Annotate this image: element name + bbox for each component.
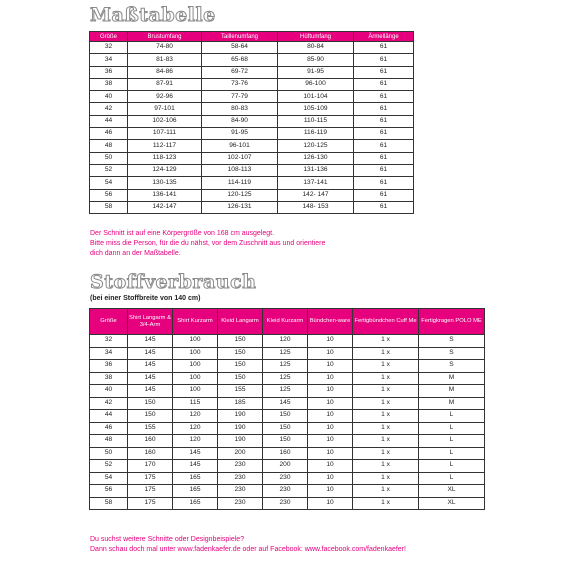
table-cell: 230 (218, 485, 263, 498)
table-cell: L (419, 435, 485, 448)
table-cell: 125 (263, 360, 308, 373)
table-cell: 126-131 (202, 201, 278, 213)
table-cell: 120-125 (202, 189, 278, 201)
table-cell: L (419, 472, 485, 485)
table-cell: 200 (263, 460, 308, 473)
note-line: Der Schnitt ist auf eine Körpergröße von 168 cm ausgelegt. (90, 230, 275, 237)
table-cell: 10 (308, 397, 353, 410)
column-header: Hüftumfang (278, 32, 354, 42)
table-row (90, 201, 414, 213)
table-row (90, 66, 414, 78)
table-row (90, 385, 485, 398)
table-cell: 105-109 (278, 103, 354, 115)
table-cell: 1 x (353, 347, 419, 360)
footer-line: Dann schau doch mal unter www.fadenkaefer.de oder auf Facebook: www.facebook.com/fadenkaefer! (90, 546, 406, 553)
table-row (90, 78, 414, 90)
table-cell: 61 (354, 164, 414, 176)
table-cell: 38 (90, 372, 128, 385)
table-cell: 46 (90, 128, 128, 140)
table-cell: 61 (354, 54, 414, 66)
table-row (90, 497, 485, 510)
column-header: Größe (90, 309, 128, 335)
table-cell: 61 (354, 140, 414, 152)
table-cell: S (419, 335, 485, 348)
table-cell: 44 (90, 115, 128, 127)
table-cell: 10 (308, 422, 353, 435)
table-cell: 61 (354, 128, 414, 140)
table-cell: S (419, 360, 485, 373)
table-cell: 120 (263, 335, 308, 348)
table-cell: 125 (263, 385, 308, 398)
table-cell: 52 (90, 164, 128, 176)
table-cell: 126-130 (278, 152, 354, 164)
size-chart-table (89, 31, 414, 214)
fabric-usage-subtitle: (bei einer Stoffbreite von 140 cm) (90, 295, 201, 302)
column-header: Shirt Langarm & 3/4-Arm (128, 309, 173, 335)
table-cell: 120 (173, 422, 218, 435)
table-cell: 10 (308, 497, 353, 510)
table-cell: 40 (90, 385, 128, 398)
table-cell: 91-95 (202, 128, 278, 140)
table-cell: 1 x (353, 360, 419, 373)
table-cell: 73-76 (202, 78, 278, 90)
table-row (90, 42, 414, 54)
table-cell: 102-107 (202, 152, 278, 164)
table-cell: 96-100 (278, 78, 354, 90)
table-row (90, 372, 485, 385)
table-cell: 120 (173, 435, 218, 448)
table-row (90, 140, 414, 152)
table-cell: 44 (90, 410, 128, 423)
table-row (90, 347, 485, 360)
table-cell: 175 (128, 497, 173, 510)
table-cell: 97-101 (128, 103, 202, 115)
table-cell: 1 x (353, 435, 419, 448)
table-cell: 145 (263, 397, 308, 410)
table-cell: 1 x (353, 410, 419, 423)
table-cell: 40 (90, 91, 128, 103)
table-cell: 54 (90, 177, 128, 189)
table-cell: 110-115 (278, 115, 354, 127)
table-cell: 10 (308, 372, 353, 385)
table-cell: 145 (128, 347, 173, 360)
table-cell: 50 (90, 447, 128, 460)
table-cell: 48 (90, 435, 128, 448)
table-row (90, 485, 485, 498)
table-cell: 1 x (353, 385, 419, 398)
table-cell: 10 (308, 472, 353, 485)
table-header-row (90, 309, 485, 335)
column-header: Ärmellänge (354, 32, 414, 42)
table-cell: 118-123 (128, 152, 202, 164)
table-cell: 96-101 (202, 140, 278, 152)
size-chart-title: Maßtabelle (90, 4, 216, 26)
table-cell: 230 (218, 472, 263, 485)
table-cell: 120-125 (278, 140, 354, 152)
table-cell: 150 (263, 410, 308, 423)
table-cell: 230 (218, 497, 263, 510)
table-cell: 36 (90, 360, 128, 373)
column-header: Kleid Langarm (218, 309, 263, 335)
fabric-usage-title: Stoffverbrauch (90, 271, 257, 293)
table-cell: 61 (354, 152, 414, 164)
table-cell: 190 (218, 410, 263, 423)
table-cell: 145 (173, 447, 218, 460)
table-cell: 150 (263, 422, 308, 435)
table-cell: 175 (128, 485, 173, 498)
table-row (90, 447, 485, 460)
table-cell: 100 (173, 335, 218, 348)
table-cell: 125 (263, 372, 308, 385)
note-line: Bitte miss die Person, für die du nähst, vor dem Zuschnitt aus und orientiere (90, 240, 326, 247)
column-header: Größe (90, 32, 128, 42)
table-cell: 84-86 (128, 66, 202, 78)
table-cell: 175 (128, 472, 173, 485)
table-row (90, 422, 485, 435)
table-cell: 56 (90, 189, 128, 201)
table-cell: 100 (173, 372, 218, 385)
table-cell: 10 (308, 335, 353, 348)
table-cell: M (419, 372, 485, 385)
table-cell: 150 (218, 372, 263, 385)
table-cell: 150 (218, 360, 263, 373)
table-row (90, 91, 414, 103)
table-row (90, 360, 485, 373)
column-header: Bündchen-ware (308, 309, 353, 335)
table-cell: 61 (354, 201, 414, 213)
table-cell: 230 (263, 485, 308, 498)
table-cell: 124-129 (128, 164, 202, 176)
table-cell: 61 (354, 177, 414, 189)
table-cell: 92-96 (128, 91, 202, 103)
table-cell: 145 (128, 360, 173, 373)
table-cell: 101-104 (278, 91, 354, 103)
table-cell: 61 (354, 91, 414, 103)
table-cell: 84-90 (202, 115, 278, 127)
table-cell: 61 (354, 103, 414, 115)
table-cell: 145 (173, 460, 218, 473)
table-cell: L (419, 422, 485, 435)
table-cell: 48 (90, 140, 128, 152)
table-cell: 10 (308, 447, 353, 460)
table-cell: 160 (263, 447, 308, 460)
table-row (90, 460, 485, 473)
table-cell: 38 (90, 78, 128, 90)
table-cell: 150 (218, 335, 263, 348)
table-cell: 155 (218, 385, 263, 398)
note-line: dich dann an der Maßtabelle. (90, 250, 181, 257)
table-header-row (90, 32, 414, 42)
table-cell: 42 (90, 397, 128, 410)
table-cell: 136-141 (128, 189, 202, 201)
table-cell: 10 (308, 435, 353, 448)
table-row (90, 177, 414, 189)
table-cell: 1 x (353, 485, 419, 498)
table-cell: M (419, 397, 485, 410)
table-cell: 1 x (353, 460, 419, 473)
table-cell: 165 (173, 485, 218, 498)
table-cell: 116-119 (278, 128, 354, 140)
table-cell: S (419, 347, 485, 360)
table-cell: 125 (263, 347, 308, 360)
table-cell: 80-84 (278, 42, 354, 54)
table-cell: 1 x (353, 497, 419, 510)
table-row (90, 410, 485, 423)
table-cell: L (419, 447, 485, 460)
size-note (90, 229, 480, 259)
table-row (90, 435, 485, 448)
table-row (90, 128, 414, 140)
table-cell: 54 (90, 472, 128, 485)
table-cell: 74-80 (128, 42, 202, 54)
table-cell: 50 (90, 152, 128, 164)
table-cell: L (419, 460, 485, 473)
column-header: Kleid Kurzarm (263, 309, 308, 335)
table-cell: 1 x (353, 372, 419, 385)
table-cell: 150 (128, 397, 173, 410)
footer-line: Du suchst weitere Schnitte oder Designbeispiele? (90, 536, 245, 543)
table-cell: 10 (308, 347, 353, 360)
table-cell: XL (419, 497, 485, 510)
table-cell: 34 (90, 347, 128, 360)
table-cell: 36 (90, 66, 128, 78)
table-cell: 87-91 (128, 78, 202, 90)
table-cell: 108-113 (202, 164, 278, 176)
table-cell: 115 (173, 397, 218, 410)
table-cell: 142- 147 (278, 189, 354, 201)
table-cell: 137-141 (278, 177, 354, 189)
table-cell: 230 (263, 472, 308, 485)
table-cell: 142-147 (128, 201, 202, 213)
table-cell: 165 (173, 497, 218, 510)
table-cell: 34 (90, 54, 128, 66)
table-row (90, 335, 485, 348)
table-cell: 1 x (353, 335, 419, 348)
table-cell: M (419, 385, 485, 398)
table-cell: 91-95 (278, 66, 354, 78)
table-cell: 107-111 (128, 128, 202, 140)
table-cell: 10 (308, 460, 353, 473)
table-cell: 10 (308, 485, 353, 498)
table-cell: 65-68 (202, 54, 278, 66)
table-cell: 61 (354, 66, 414, 78)
table-row (90, 189, 414, 201)
table-cell: 1 x (353, 447, 419, 460)
table-cell: 81-83 (128, 54, 202, 66)
table-row (90, 103, 414, 115)
table-cell: 120 (173, 410, 218, 423)
table-cell: 150 (263, 435, 308, 448)
table-cell: 61 (354, 42, 414, 54)
table-row (90, 164, 414, 176)
table-cell: 58 (90, 201, 128, 213)
table-cell: 85-90 (278, 54, 354, 66)
table-cell: 61 (354, 189, 414, 201)
table-cell: XL (419, 485, 485, 498)
column-header: Fertigbündchen Cuff Me (353, 309, 419, 335)
footer-note (90, 535, 490, 555)
table-cell: 102-106 (128, 115, 202, 127)
table-cell: 1 x (353, 397, 419, 410)
table-cell: 58-64 (202, 42, 278, 54)
table-cell: 1 x (353, 422, 419, 435)
table-cell: 80-83 (202, 103, 278, 115)
table-row (90, 397, 485, 410)
table-cell: 160 (128, 447, 173, 460)
table-cell: 32 (90, 335, 128, 348)
table-row (90, 152, 414, 164)
table-cell: 145 (128, 335, 173, 348)
table-cell: 58 (90, 497, 128, 510)
table-cell: 170 (128, 460, 173, 473)
table-cell: 69-72 (202, 66, 278, 78)
table-row (90, 54, 414, 66)
fabric-usage-table (89, 308, 485, 510)
table-cell: 42 (90, 103, 128, 115)
table-cell: 46 (90, 422, 128, 435)
table-cell: 230 (218, 460, 263, 473)
table-cell: 230 (263, 497, 308, 510)
table-cell: 77-79 (202, 91, 278, 103)
table-cell: 100 (173, 360, 218, 373)
table-cell: 190 (218, 435, 263, 448)
table-cell: 155 (128, 422, 173, 435)
column-header: Fertigkragen POLO ME (419, 309, 485, 335)
column-header: Brustumfang (128, 32, 202, 42)
table-cell: 130-135 (128, 177, 202, 189)
column-header: Taillenumfang (202, 32, 278, 42)
table-cell: 150 (128, 410, 173, 423)
table-cell: 165 (173, 472, 218, 485)
table-cell: 131-136 (278, 164, 354, 176)
table-cell: 1 x (353, 472, 419, 485)
table-cell: 160 (128, 435, 173, 448)
table-cell: 100 (173, 385, 218, 398)
table-row (90, 472, 485, 485)
table-cell: 112-117 (128, 140, 202, 152)
table-cell: 52 (90, 460, 128, 473)
table-row (90, 115, 414, 127)
table-cell: 114-119 (202, 177, 278, 189)
table-cell: 150 (218, 347, 263, 360)
table-cell: 10 (308, 360, 353, 373)
column-header: Shirt Kurzarm (173, 309, 218, 335)
table-cell: 145 (128, 385, 173, 398)
table-cell: 32 (90, 42, 128, 54)
table-cell: 148- 153 (278, 201, 354, 213)
table-cell: 61 (354, 78, 414, 90)
table-cell: 56 (90, 485, 128, 498)
table-cell: L (419, 410, 485, 423)
table-cell: 200 (218, 447, 263, 460)
table-cell: 10 (308, 410, 353, 423)
table-cell: 10 (308, 385, 353, 398)
table-cell: 145 (128, 372, 173, 385)
table-cell: 190 (218, 422, 263, 435)
table-cell: 61 (354, 115, 414, 127)
table-cell: 100 (173, 347, 218, 360)
table-cell: 185 (218, 397, 263, 410)
